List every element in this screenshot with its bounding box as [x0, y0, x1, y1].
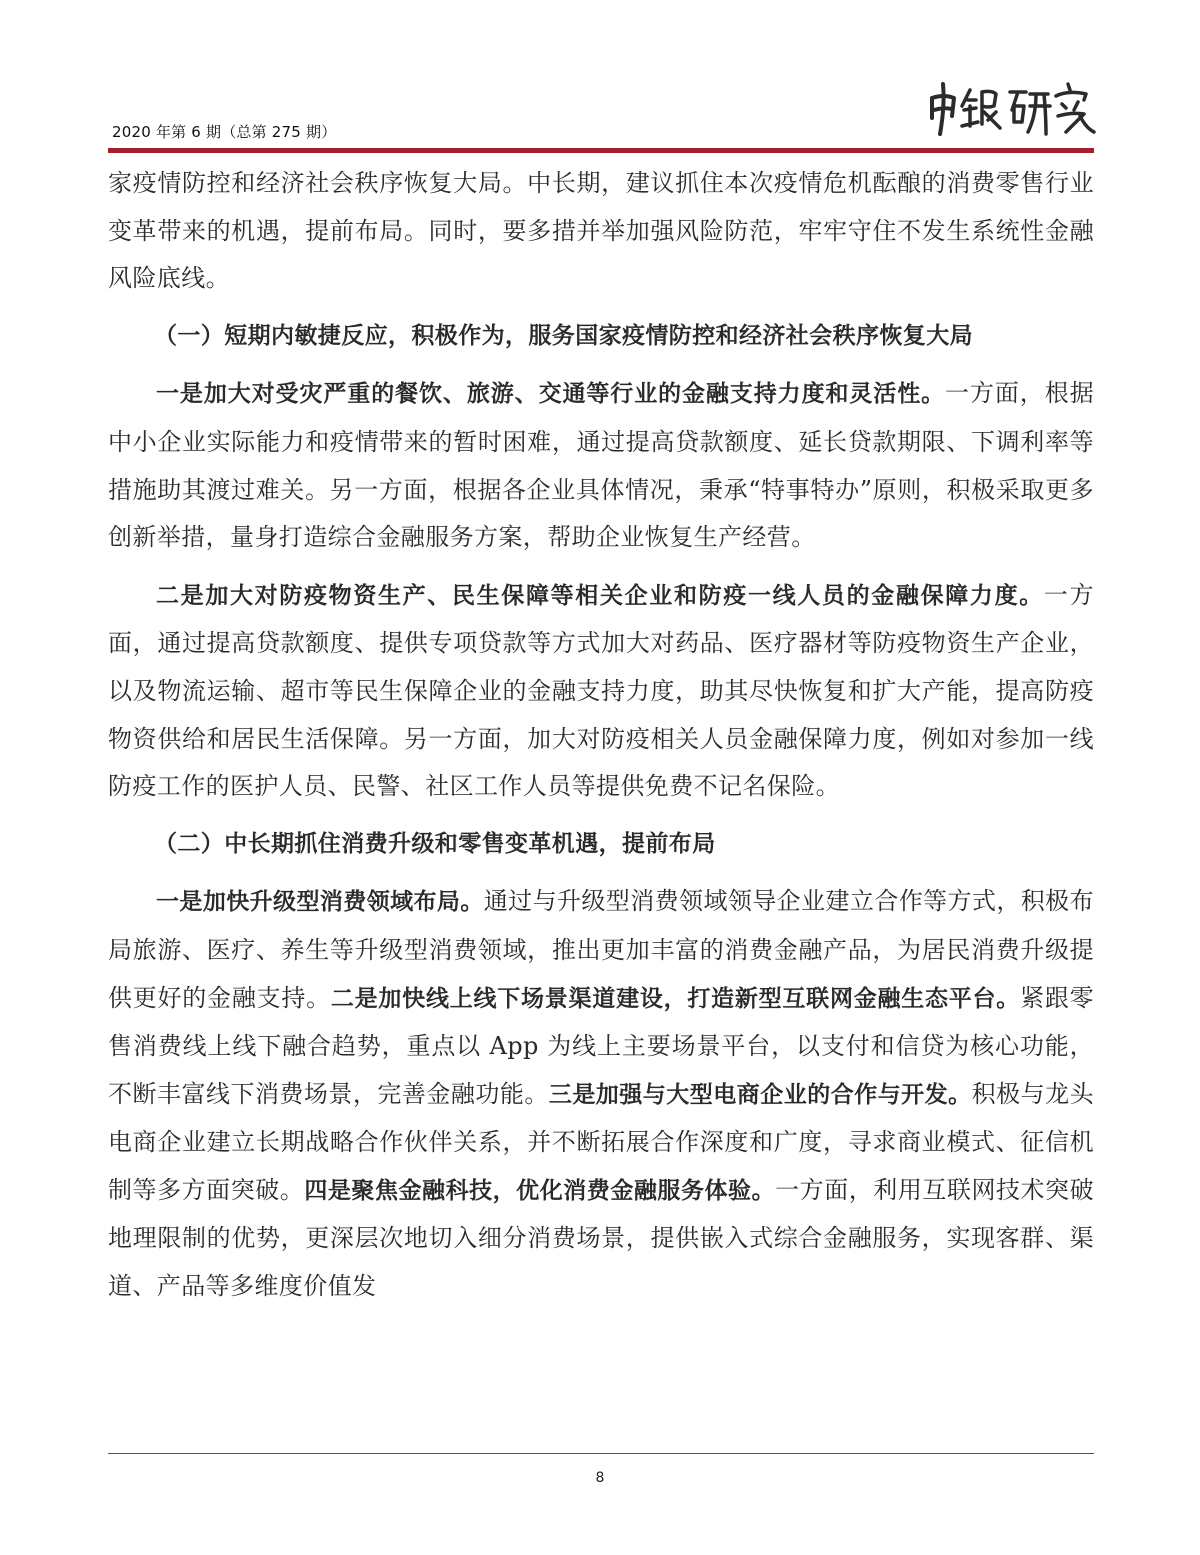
bold-lead: 一是加快升级型消费领域布局。 [156, 889, 484, 916]
header-divider [108, 148, 1094, 153]
bold-lead: 三是加强与大型电商企业的合作与开发。 [548, 1081, 972, 1108]
bold-lead: 一是加大对受灾严重的餐饮、旅游、交通等行业的金融支持力度和灵活性。 [156, 381, 946, 408]
paragraph-text: 一方面，通过提高贷款额度、提供专项贷款等方式加大对药品、医疗器材等防疫物资生产企业，以及物流运输、超市等民生保障企业的金融支持力度，助其尽快恢复和扩大产能，提高防疫物资供给和居民生活保障。另一方面，加大对防疫相关人员金融保障力度，例如对参加一线防疫工作的医护人员、民警、社区工作人员等提供免费不记名保险。 [108, 580, 1094, 801]
paragraph-text: 一方面，根据中小企业实际能力和疫情带来的暂时困难，通过提高贷款额度、延长贷款期限、下调利率等措施助其渡过难关。另一方面，根据各企业具体情况，秉承“特事特办”原则，积极采取更多创新举措，量身打造综合金融服务方案，帮助企业恢复生产经营。 [108, 379, 1094, 552]
issue-label: 2020 年第 6 期（总第 275 期） [112, 123, 337, 141]
bold-lead: 四是聚焦金融科技，优化消费金融服务体验。 [304, 1177, 776, 1204]
brand-logo [918, 76, 1100, 140]
page-number: 8 [595, 1470, 605, 1486]
paragraph-point-2 [108, 572, 1094, 811]
section-heading-1: （一）短期内敏捷反应，积极作为，服务国家疫情防控和经济社会秩序恢复大局 [154, 322, 973, 349]
paragraph-text: 积极与龙头电商企业建立长期战略合作伙伴关系，并不断拓展合作深度和广度，寻求商业模式、征信机制等多方面突破。 [108, 1079, 1095, 1204]
bold-lead: 二是加快线上线下场景渠道建设，打造新型互联网金融生态平台。 [330, 985, 1021, 1012]
footer-divider [108, 1453, 1094, 1454]
calligraphy-logo-icon [918, 76, 1100, 140]
paragraph-point-1 [108, 370, 1094, 561]
bold-lead: 二是加大对防疫物资生产、民生保障等相关企业和防疫一线人员的金融保障力度。 [156, 582, 1044, 609]
paragraph-point-3 [108, 878, 1094, 1310]
article-body [108, 160, 1094, 1311]
section-heading-2: （二）中长期抓住消费升级和零售变革机遇，提前布局 [154, 830, 716, 857]
paragraph-text: 通过与升级型消费领域领导企业建立合作等方式，积极布局旅游、医疗、养生等升级型消费领域，推出更加丰富的消费金融产品，为居民消费升级提供更好的金融支持。 [108, 887, 1094, 1012]
paragraph-intro: 家疫情防控和经济社会秩序恢复大局。中长期，建议抓住本次疫情危机酝酿的消费零售行业变革带来的机遇，提前布局。同时，要多措并举加强风险防范，牢牢守住不发生系统性金融风险底线。 [108, 169, 1094, 293]
paragraph-text: 紧跟零售消费线上线下融合趋势，重点以 App 为线上主要场景平台，以支付和信贷为核心功能，不断丰富线下消费场景，完善金融功能。 [108, 983, 1094, 1108]
paragraph-text: 一方面，利用互联网技术突破地理限制的优势，更深层次地切入细分消费场景，提供嵌入式综合金融服务，实现客群、渠道、产品等多维度价值发 [108, 1175, 1095, 1301]
